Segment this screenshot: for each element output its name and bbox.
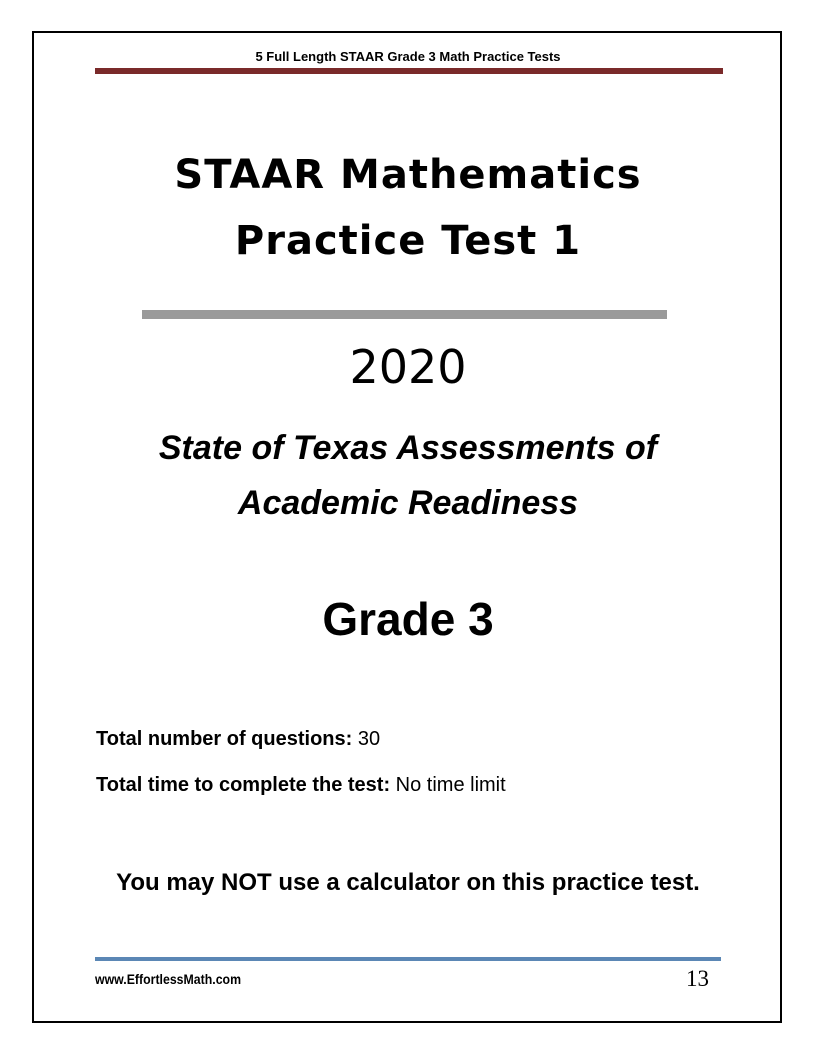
calculator-notice: You may NOT use a calculator on this practice test. (116, 869, 700, 896)
footer-website: www.EffortlessMath.com (95, 971, 242, 987)
footer-divider (95, 957, 721, 961)
question-count-value: 30 (357, 728, 381, 750)
time-limit-info (96, 774, 506, 797)
year-label: 2020 (349, 340, 467, 394)
running-header: 5 Full Length STAAR Grade 3 Math Practice Tests (255, 49, 561, 64)
subtitle-line-2: Academic Readiness (237, 484, 579, 522)
grade-label: Grade 3 (322, 593, 494, 645)
title-divider (142, 310, 667, 319)
page-title-line-1: STAAR Mathematics (174, 152, 642, 198)
header-divider (95, 68, 723, 74)
question-count-info (96, 728, 380, 751)
page-title-line-2: Practice Test 1 (234, 218, 582, 264)
subtitle-line-1: State of Texas Assessments of (158, 429, 658, 467)
time-limit-label: Total time to complete the test: (96, 774, 391, 796)
time-limit-value: No time limit (395, 774, 506, 796)
question-count-label: Total number of questions: (96, 728, 353, 750)
page-number: 13 (686, 966, 709, 991)
